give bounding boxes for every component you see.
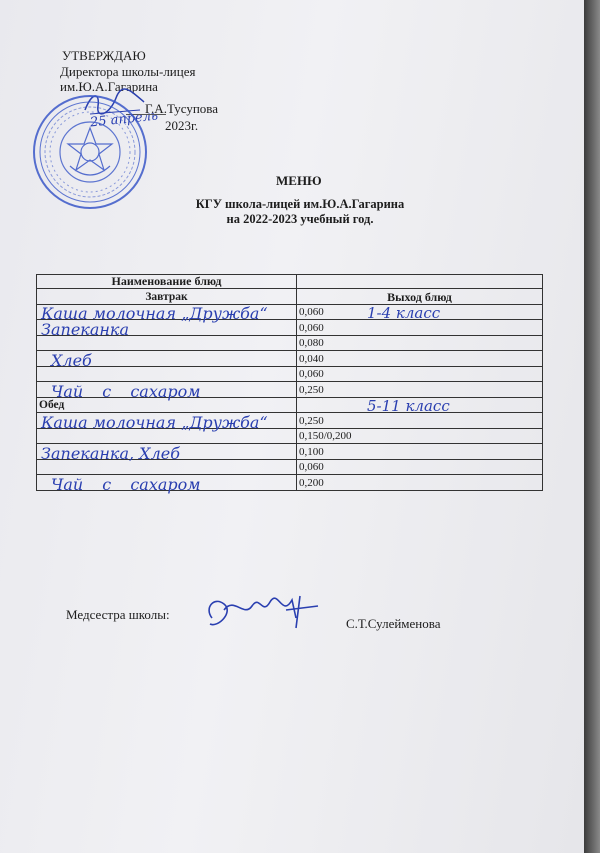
nurse-signature [200, 588, 330, 638]
table-row [37, 459, 543, 475]
dish-name: Хлеб [51, 350, 92, 370]
dish-name: Чай с сахаром [51, 381, 201, 401]
portion-value: 0,060 [299, 306, 324, 318]
nurse-label: Медсестра школы: [66, 607, 170, 622]
portion-value: 0,250 [297, 382, 543, 398]
page-edge-shadow [584, 0, 600, 853]
approval-date-handwritten: 25 апрель [89, 108, 159, 131]
menu-table [36, 274, 543, 494]
header-portion-label: Выход блюд [297, 289, 543, 305]
portion-value: 0,080 [297, 335, 543, 351]
dish-name: Каша молочная „Дружба“ [41, 304, 268, 323]
portion-value: 0,250 [297, 413, 543, 429]
header-dish-name: Наименование блюд [37, 275, 297, 289]
table-row [37, 444, 543, 460]
table-row [37, 428, 543, 444]
document-title: МЕНЮ [276, 173, 322, 188]
subtitle-school: КГУ школа-лицей им.Ю.А.Гагарина [195, 197, 405, 211]
group-note-lunch: 5-11 класс [367, 397, 450, 415]
table-row [37, 335, 543, 351]
approval-director: Г.А.Тусупова [145, 101, 219, 116]
document-subtitle [160, 197, 440, 227]
portion-value: 0,200 [297, 475, 543, 491]
official-seal [30, 92, 150, 212]
table-row [37, 351, 543, 367]
group-note-breakfast: 1-4 класс [367, 304, 441, 322]
approval-position: Директора школы-лицея [60, 64, 196, 79]
table-row [37, 304, 543, 320]
table-row [37, 366, 543, 382]
table-header-row [37, 275, 543, 289]
portion-value: 0,100 [297, 444, 543, 460]
dish-name: Чай с сахаром [51, 474, 201, 494]
portion-value: 0,060 [297, 459, 543, 475]
section-row-breakfast [37, 289, 543, 305]
approval-title: УТВЕРЖДАЮ [62, 48, 146, 63]
dish-name: Запеканка [41, 319, 130, 339]
section-breakfast-label: Завтрак [37, 289, 297, 305]
dish-name: Каша молочная „Дружба“ [41, 412, 268, 432]
portion-value: 0,040 [297, 351, 543, 367]
portion-value: 0,060 [297, 320, 543, 336]
table-row [37, 320, 543, 336]
table-row [37, 475, 543, 491]
portion-value: 0,060 [297, 366, 543, 382]
subtitle-year: на 2022-2023 учебный год. [226, 212, 374, 226]
nurse-name: С.Т.Сулейменова [346, 616, 441, 631]
table-row [37, 413, 543, 429]
approval-school: им.Ю.А.Гагарина [60, 79, 158, 94]
approval-date-year: 2023г. [165, 118, 199, 133]
dish-name: Запеканка, Хлеб [41, 443, 180, 463]
table-row [37, 382, 543, 398]
portion-value: 0,150/0,200 [297, 428, 543, 444]
header-portion [297, 275, 543, 289]
section-lunch-label: Обед [37, 397, 297, 413]
